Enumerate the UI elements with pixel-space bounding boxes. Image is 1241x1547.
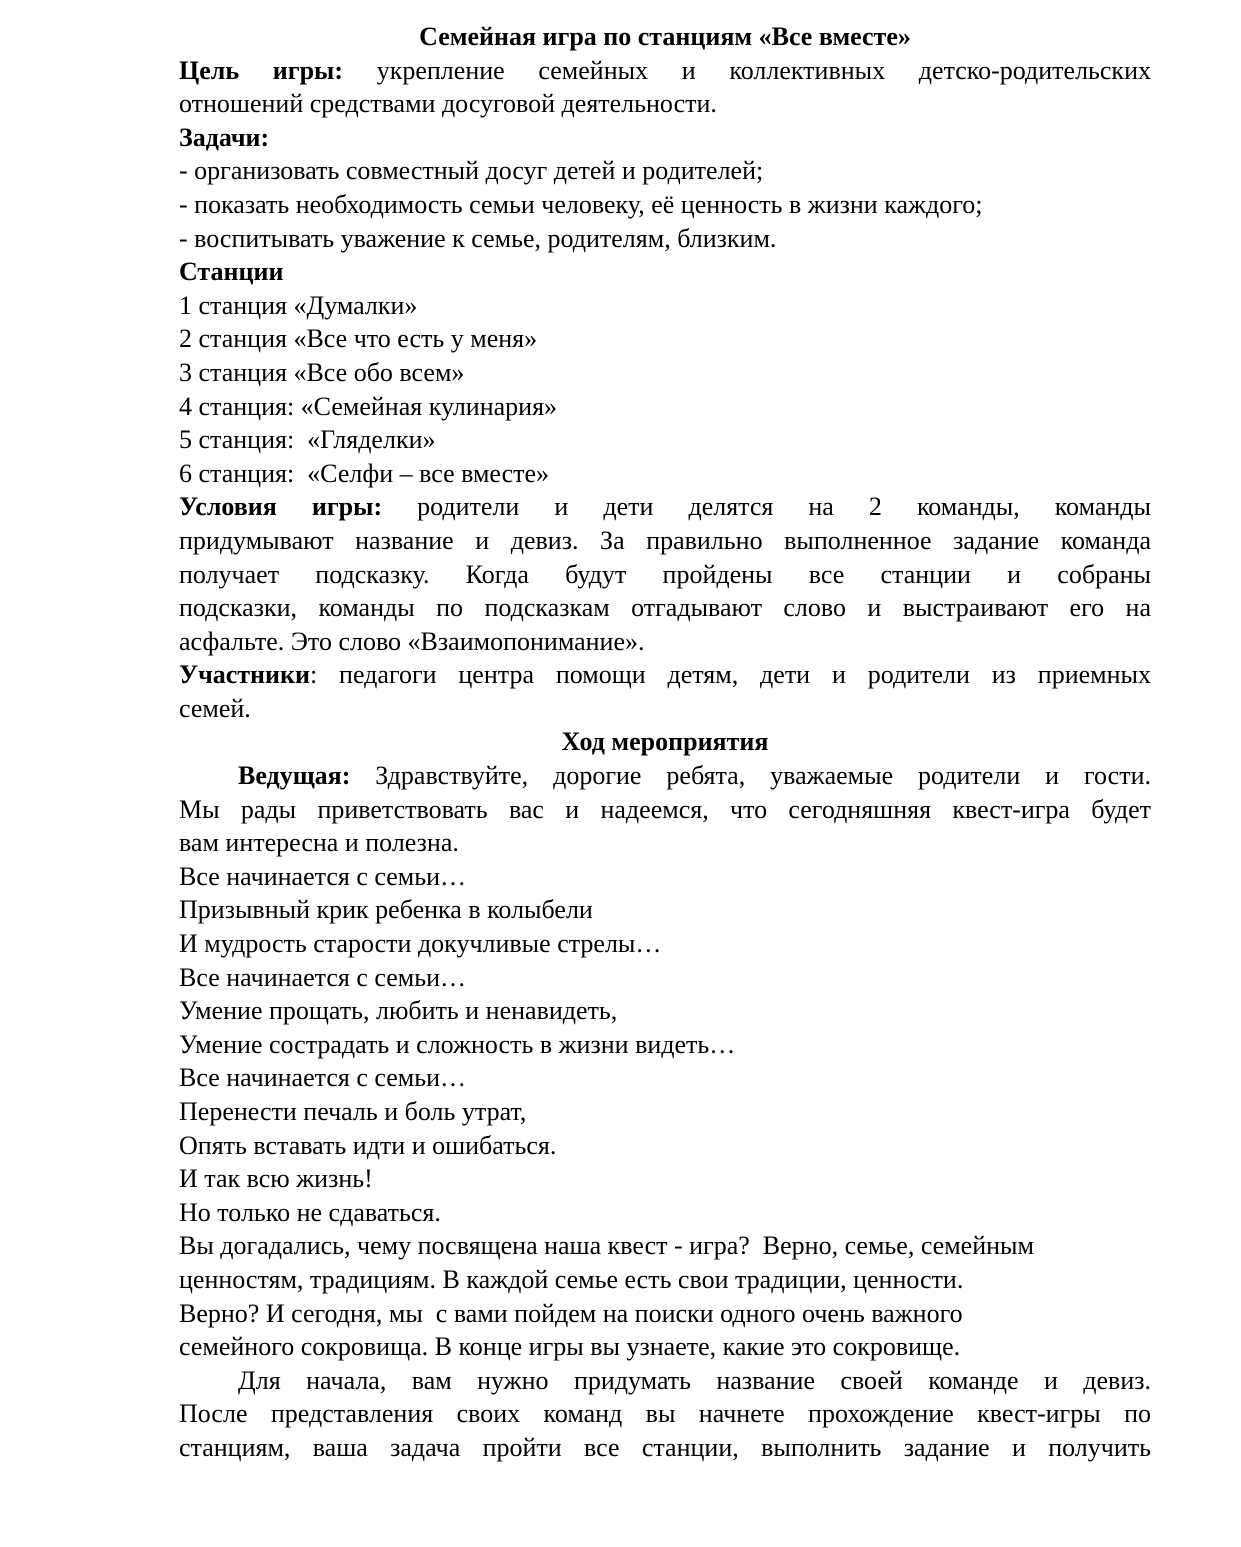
- station-item: 4 станция: «Семейная кулинария»: [179, 391, 558, 421]
- host-intro-line: вам интересна и полезна.: [179, 828, 459, 858]
- conditions-text: родители и дети делятся на 2 команды, команды: [382, 492, 1151, 522]
- poem-line: Но только не сдаваться.: [179, 1197, 441, 1227]
- after-poem-line: Верно? И сегодня, мы с вами пойдем на поиски одного очень важного: [179, 1298, 963, 1328]
- task-item: - организовать совместный досуг детей и родителей;: [179, 156, 764, 186]
- station-item: 3 станция «Все обо всем»: [179, 357, 465, 387]
- host-intro-line: Мы рады приветствовать вас и надеемся, что сегодняшняя квест-игра будет: [179, 794, 1151, 824]
- conditions-line-1: [179, 490, 1151, 524]
- poem-line: И так всю жизнь!: [179, 1164, 373, 1194]
- host-label: Ведущая:: [238, 761, 351, 791]
- document-title: Семейная игра по станциям «Все вместе»: [419, 22, 911, 51]
- station-item: 5 станция: «Гляделки»: [179, 425, 436, 455]
- host-intro-line-1: [179, 759, 1151, 793]
- conditions-line: получает подсказку. Когда будут пройдены все станции и собраны: [179, 559, 1151, 589]
- station-item: 6 станция: «Селфи – все вместе»: [179, 458, 550, 488]
- document-page: [179, 20, 1151, 1465]
- station-item: 1 станция «Думалки»: [179, 290, 418, 320]
- after-poem-line: ценностям, традициям. В каждой семье есть свои традиции, ценности.: [179, 1264, 964, 1294]
- poem-line: Все начинается с семьи…: [179, 861, 466, 891]
- poem-line: Умение прощать, любить и ненавидеть,: [179, 996, 618, 1026]
- host-intro-text: Здравствуйте, дорогие ребята, уважаемые родители и гости.: [350, 761, 1151, 791]
- tasks-heading: Задачи:: [179, 122, 270, 152]
- participants-label: Участники: [179, 660, 310, 690]
- poem-line: Перенести печаль и боль утрат,: [179, 1097, 527, 1126]
- participants-line-2: семей.: [179, 693, 251, 723]
- conditions-line: подсказки, команды по подсказкам отгадывают слово и выстраивают его на: [179, 593, 1151, 623]
- goal-label: Цель игры:: [179, 55, 344, 85]
- station-item: 2 станция «Все что есть у меня»: [179, 324, 538, 354]
- task-item: - показать необходимость семьи человеку, её ценность в жизни каждого;: [179, 189, 983, 219]
- participants-line-1: [179, 658, 1151, 692]
- poem-line: Призывный крик ребенка в колыбели: [179, 895, 593, 925]
- conditions-label: Условия игры:: [179, 492, 383, 522]
- event-heading: Ход мероприятия: [561, 727, 769, 757]
- poem-line: Опять вставать идти и ошибаться.: [179, 1130, 557, 1160]
- stations-heading: Станции: [179, 257, 284, 287]
- conditions-line: асфальте. Это слово «Взаимопонимание».: [179, 626, 645, 656]
- goal-line-2: отношений средствами досуговой деятельности.: [179, 89, 717, 119]
- poem-line: И мудрость старости докучливые стрелы…: [179, 929, 662, 959]
- after-poem-line: Вы догадались, чему посвящена наша квест - игра? Верно, семье, семейным: [179, 1231, 1034, 1261]
- participants-text: : педагоги центра помощи детям, дети и родители из приемных: [309, 660, 1151, 690]
- goal-line-1: [179, 54, 1151, 88]
- task-item: - воспитывать уважение к семье, родителям, близким.: [179, 223, 777, 253]
- poem-line: Все начинается с семьи…: [179, 1063, 466, 1093]
- conditions-line: придумывают название и девиз. За правильно выполненное задание команда: [179, 525, 1151, 555]
- poem-line: Умение сострадать и сложность в жизни видеть…: [179, 1029, 736, 1059]
- after-poem-line: семейного сокровища. В конце игры вы узнаете, какие это сокровище.: [179, 1332, 961, 1362]
- closing-line: станциям, ваша задача пройти все станции, выполнить задание и получить: [179, 1432, 1151, 1462]
- goal-text: укрепление семейных и коллективных детско-родительских: [343, 55, 1151, 85]
- closing-line: Для начала, вам нужно придумать название своей команде и девиз.: [238, 1365, 1151, 1395]
- poem-line: Все начинается с семьи…: [179, 962, 466, 992]
- closing-line: После представления своих команд вы начнете прохождение квест-игры по: [179, 1399, 1151, 1429]
